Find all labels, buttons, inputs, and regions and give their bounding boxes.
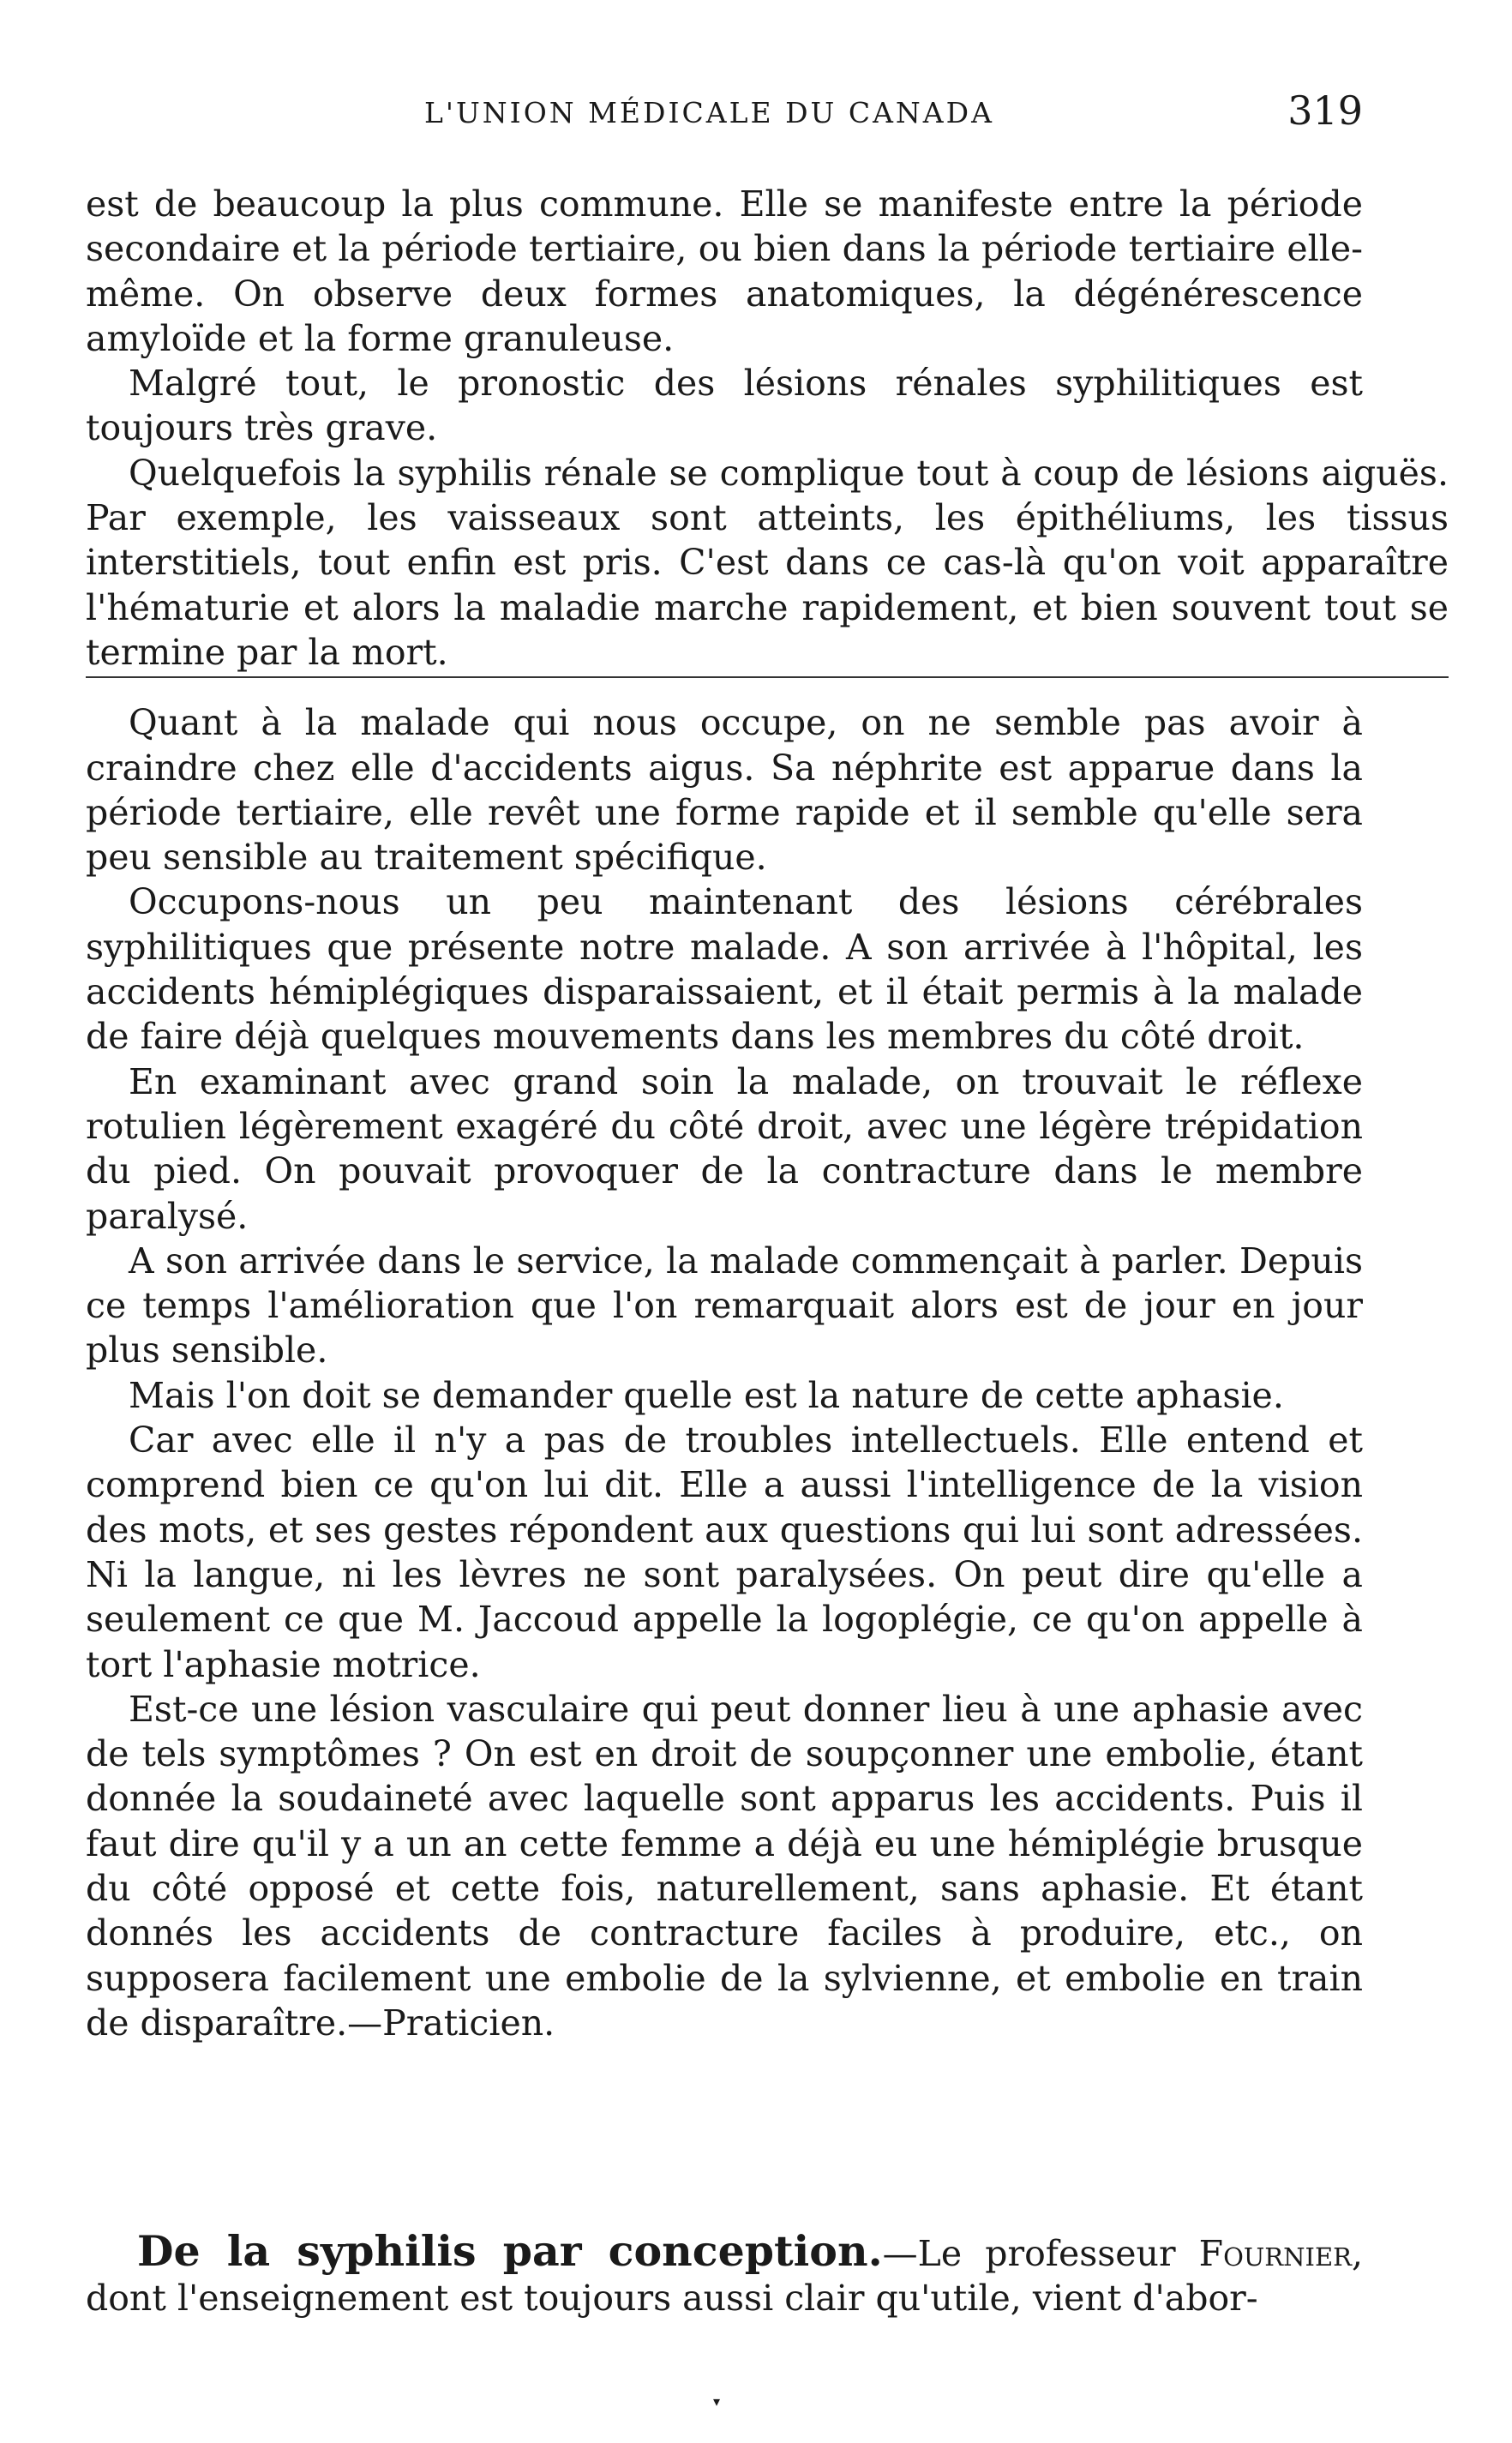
paragraph-3: Quelquefois la syphilis rénale se complique tout à coup de lésions aiguës. Par exemple, les vaisseaux sont atteints, les épithéliums, les tissus interstitiels, tout enfin est pris. C'est dans ce cas-là qu'on voit apparaître l'hématurie et alors la maladie marche rapidement, et bien souvent tout se termine par la mort. [86,451,1449,678]
paragraph-1: est de beaucoup la plus commune. Elle se manifeste entre la période secondaire et la période tertiaire, ou bien dans la période tertiaire elle-même. On observe deux formes anatomiques, la dégénérescence amyloïde et la forme granuleuse. [86,183,1363,359]
body-text [86,182,1449,2045]
paragraph-7: A son arrivée dans le service, la malade commençait à parler. Depuis ce temps l'amélioration que l'on remarquait alors est de jour en jour plus sensible. [86,1240,1363,1372]
section-text-before-author: Le professeur [917,2233,1199,2274]
section-intro [86,2226,1363,2320]
paragraph-8: Mais l'on doit se demander quelle est la nature de cette aphasie. [129,1374,1284,1416]
section-title: De la syphilis par conception. [137,2226,883,2276]
running-head: L'UNION MÉDICALE DU CANADA [424,96,994,129]
footer-mark: ▾ [713,2393,721,2410]
page-header [86,87,1363,139]
section-text-after-author: dont l'enseignement est toujours aussi clair qu'utile, vient d'abor- [86,2278,1258,2319]
section-author: Fournier, [1198,2233,1363,2274]
section-dash: — [882,2233,918,2274]
paragraph-6: En examinant avec grand soin la malade, on trouvait le réflexe rotulien légèrement exagéré du côté droit, avec une légère trépidation du pied. On pouvait provoquer de la contracture dans le membre paralysé. [86,1060,1363,1237]
paragraph-9: Car avec elle il n'y a pas de troubles intellectuels. Elle entend et comprend bien ce qu'on lui dit. Elle a aussi l'intelligence de la vision des mots, et ses gestes répondent aux questions qui lui sont adressées. Ni la langue, ni les lèvres ne sont paralysées. On peut dire qu'elle a seulement ce que M. Jaccoud appelle la logoplégie, ce qu'on appelle à tort l'aphasie motrice. [86,1420,1363,1685]
paragraph-5: Occupons-nous un peu maintenant des lésions cérébrales syphilitiques que présente notre malade. A son arrivée à l'hôpital, les accidents hémiplégiques disparaissaient, et il était permis à la malade de faire déjà quelques mouvements dans les membres du côté droit. [86,881,1363,1058]
paragraph-10: Est-ce une lésion vasculaire qui peut donner lieu à une aphasie avec de tels symptômes ? On est en droit de soupçonner une embolie, étant donnée la soudaineté avec laquelle sont apparus les accidents. Puis il faut dire qu'il y a un an cette femme a déjà eu une hémiplégie brusque du côté opposé et cette fois, naturellement, sans aphasie. Et étant donnés les accidents de contracture faciles à produire, etc., on supposera facilement une embolie de la sylvienne, et embolie en train de disparaître.—Praticien. [86,1688,1363,2044]
paragraph-2: Malgré tout, le pronostic des lésions rénales syphilitiques est toujours très grave. [86,363,1363,449]
paragraph-4: Quant à la malade qui nous occupe, on ne semble pas avoir à craindre chez elle d'accidents aigus. Sa néphrite est apparue dans la période tertiaire, elle revêt une forme rapide et il semble qu'elle sera peu sensible au traitement spécifique. [86,702,1363,879]
page-number: 319 [1287,87,1363,134]
